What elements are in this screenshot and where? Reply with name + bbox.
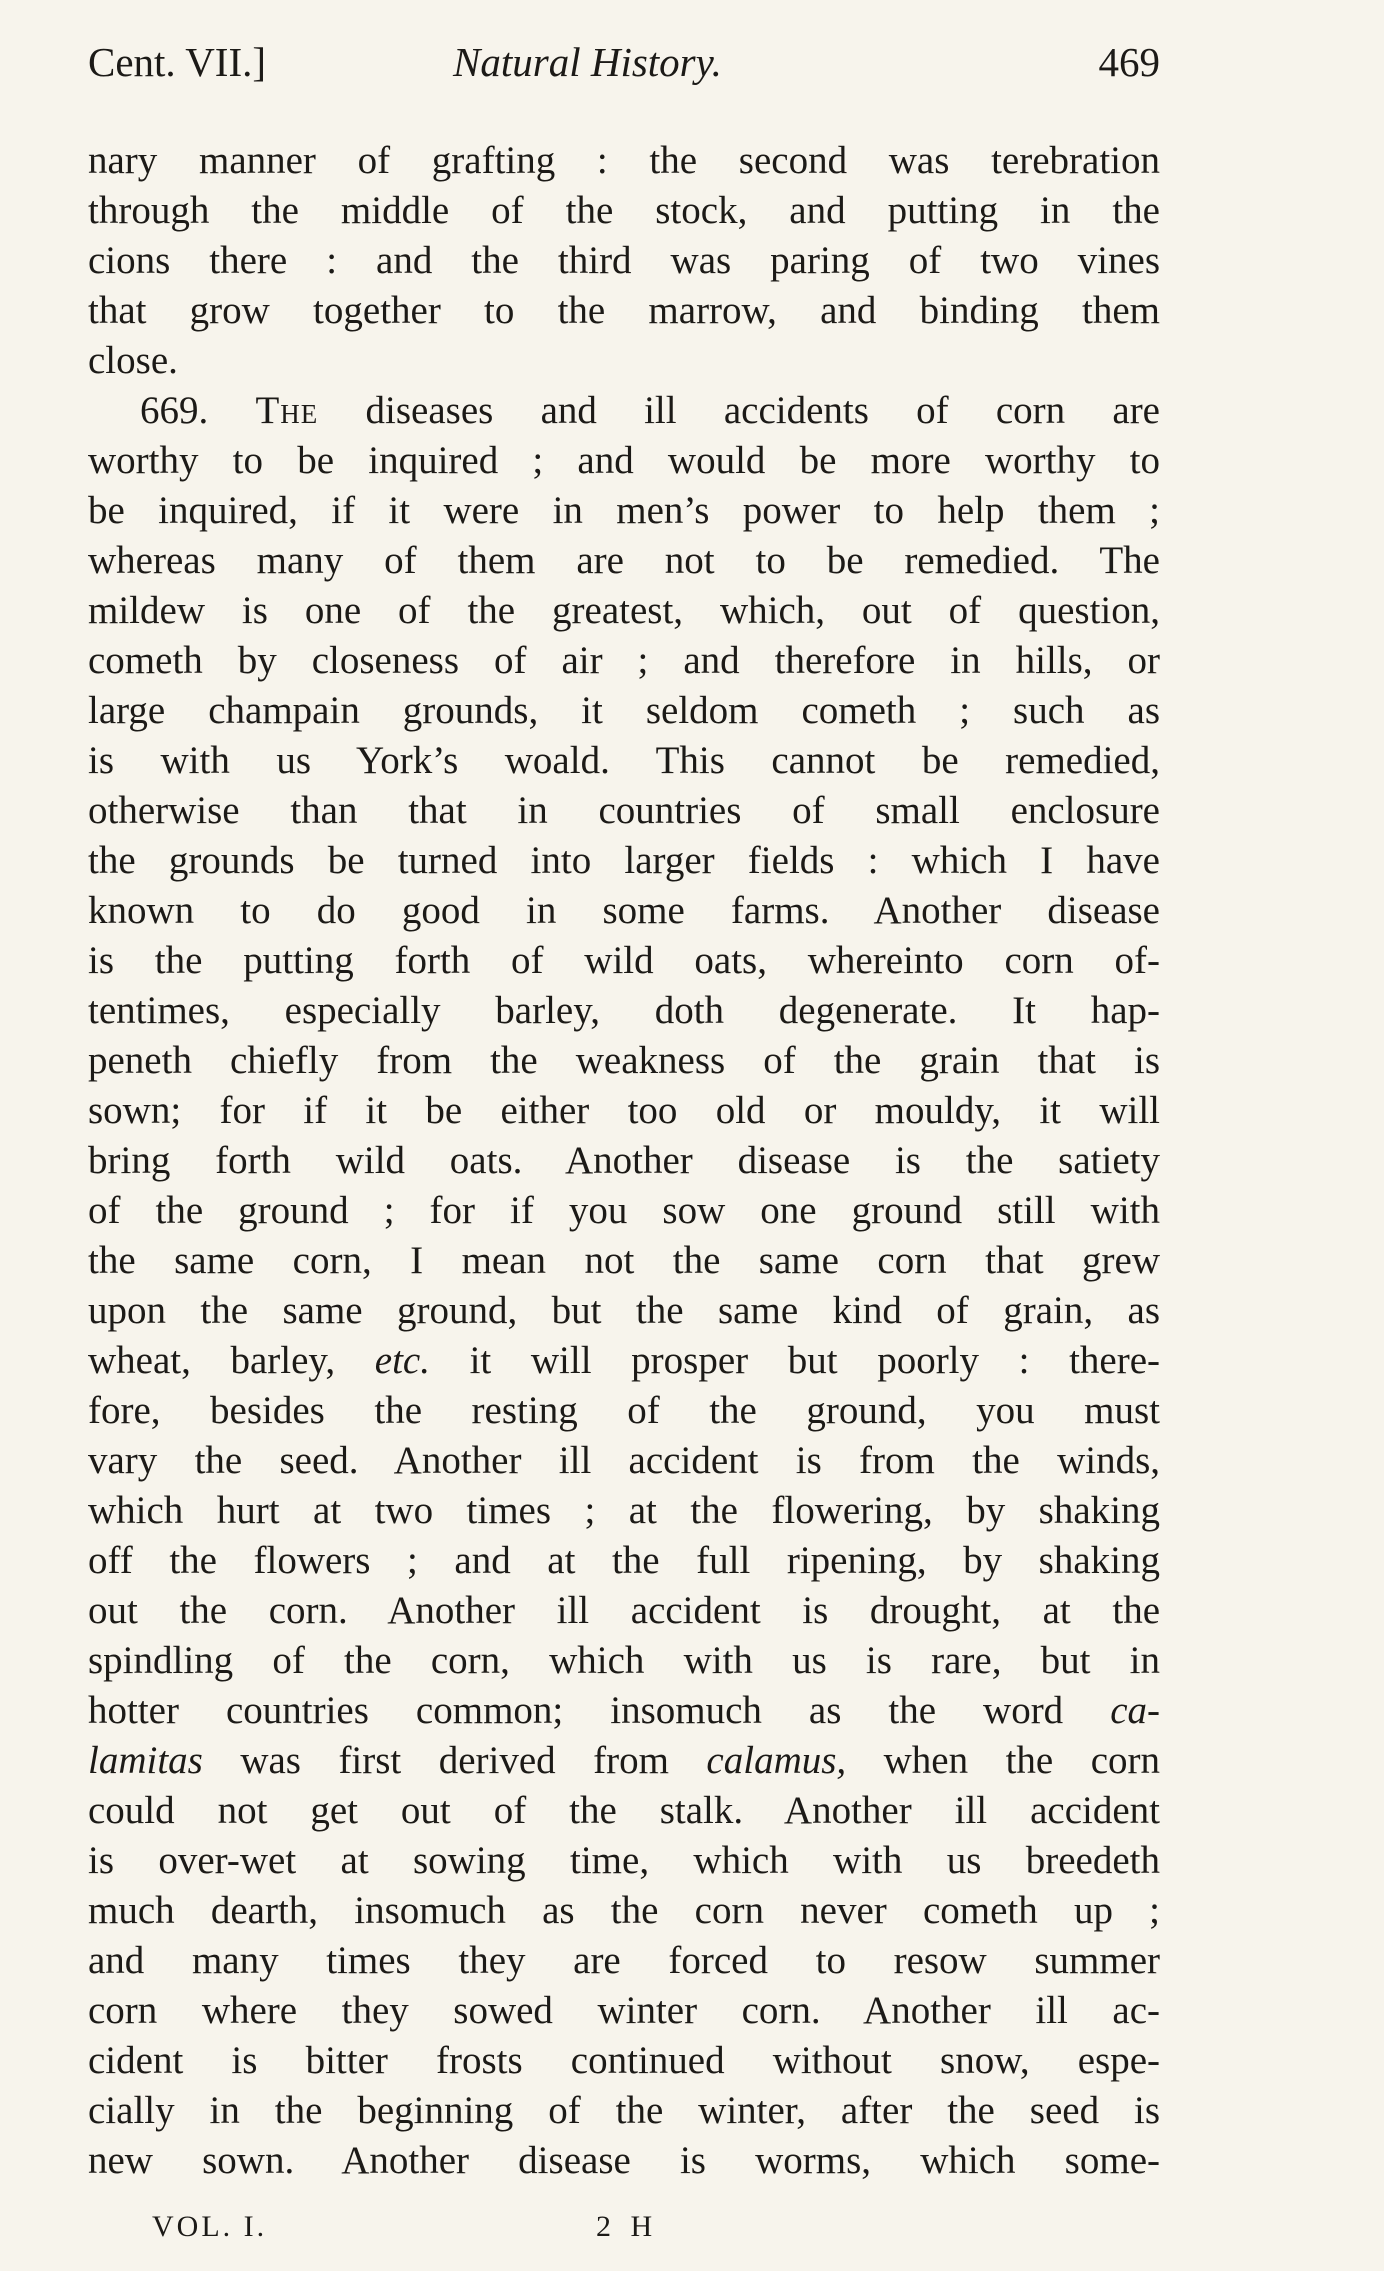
text-line: corn where they sowed winter corn. Another ill ac- [88,1989,1160,2032]
text-line: known to do good in some farms. Another disease [88,889,1160,932]
text-line: whereas many of them are not to be remedied. The [88,539,1160,582]
signature-mark: 2 H [596,2210,659,2243]
text-line: vary the seed. Another ill accident is from the winds, [88,1439,1160,1482]
text-line [88,1736,1160,1786]
page-footer [88,2210,1160,2254]
text-line: off the flowers ; and at the full ripening, by shaking [88,1539,1160,1582]
text-line: is with us York’s woald. This cannot be remedied, [88,739,1160,782]
text-fragment: was first derived from [202,1739,707,1782]
italic-fragment: etc. [374,1339,430,1382]
text-line: is the putting forth of wild oats, whereinto corn of- [88,939,1160,982]
text-line: and many times they are forced to resow summer [88,1939,1160,1982]
text-line: close. [88,339,178,382]
text-line: large champain grounds, it seldom cometh ; such as [88,689,1160,732]
text-line: much dearth, insomuch as the corn never cometh up ; [88,1889,1160,1932]
text-line [88,1686,1160,1736]
text-line: bring forth wild oats. Another disease is the satiety [88,1139,1160,1182]
text-fragment: diseases and ill accidents of corn are [318,389,1160,432]
text-line: nary manner of grafting : the second was terebration [88,139,1160,182]
text-line: worthy to be inquired ; and would be more worthy to [88,439,1160,482]
text-line: otherwise than that in countries of small enclosure [88,789,1160,832]
italic-fragment: calamus, [706,1739,847,1782]
chapter-label: Cent. VII.] [88,39,267,85]
text-line [88,1336,1160,1386]
text-fragment: hotter countries common; insomuch as the word [88,1689,1111,1732]
text-line: is over-wet at sowing time, which with us breedeth [88,1839,1160,1882]
text-line: that grow together to the marrow, and binding them [88,289,1160,332]
text-line: cometh by closeness of air ; and therefore in hills, or [88,639,1160,682]
text-line: spindling of the corn, which with us is rare, but in [88,1639,1160,1682]
text-line: peneth chiefly from the weakness of the grain that is [88,1039,1160,1082]
text-line: tentimes, especially barley, doth degenerate. It hap- [88,989,1160,1032]
text-fragment: when the corn [846,1739,1160,1782]
text-line: cions there : and the third was paring of two vines [88,239,1160,282]
text-fragment: wheat, barley, [88,1339,375,1382]
running-head [88,28,1160,94]
paragraph-start-line [88,386,1160,436]
text-line: which hurt at two times ; at the flowering, by shaking [88,1489,1160,1532]
text-line: cident is bitter frosts continued without snow, espe- [88,2039,1160,2082]
text-line: be inquired, if it were in men’s power to help them ; [88,489,1160,532]
text-fragment: it will prosper but poorly : there- [429,1339,1160,1382]
text-line: sown; for if it be either too old or mouldy, it will [88,1089,1160,1132]
text-line: could not get out of the stalk. Another ill accident [88,1789,1160,1832]
italic-fragment: ca- [1110,1689,1160,1732]
italic-fragment: lamitas [88,1739,203,1782]
text-line: new sown. Another disease is worms, which some- [88,2139,1160,2182]
text-line: fore, besides the resting of the ground, you must [88,1389,1160,1432]
book-title: Natural History. [453,39,722,85]
section-number: 669. [140,389,256,432]
text-line: cially in the beginning of the winter, after the seed is [88,2089,1160,2132]
body-text [88,136,1160,2186]
text-line: through the middle of the stock, and putting in the [88,189,1160,232]
text-line: the same corn, I mean not the same corn that grew [88,1239,1160,1282]
volume-signature: VOL. I. [152,2210,268,2243]
initial-word: The [255,389,319,432]
page-number: 469 [1098,39,1160,85]
text-line: the grounds be turned into larger fields : which I have [88,839,1160,882]
text-line: mildew is one of the greatest, which, out of question, [88,589,1160,632]
book-page [88,28,1160,2254]
text-line: of the ground ; for if you sow one ground still with [88,1189,1160,1232]
text-line: out the corn. Another ill accident is drought, at the [88,1589,1160,1632]
text-line: upon the same ground, but the same kind of grain, as [88,1289,1160,1332]
